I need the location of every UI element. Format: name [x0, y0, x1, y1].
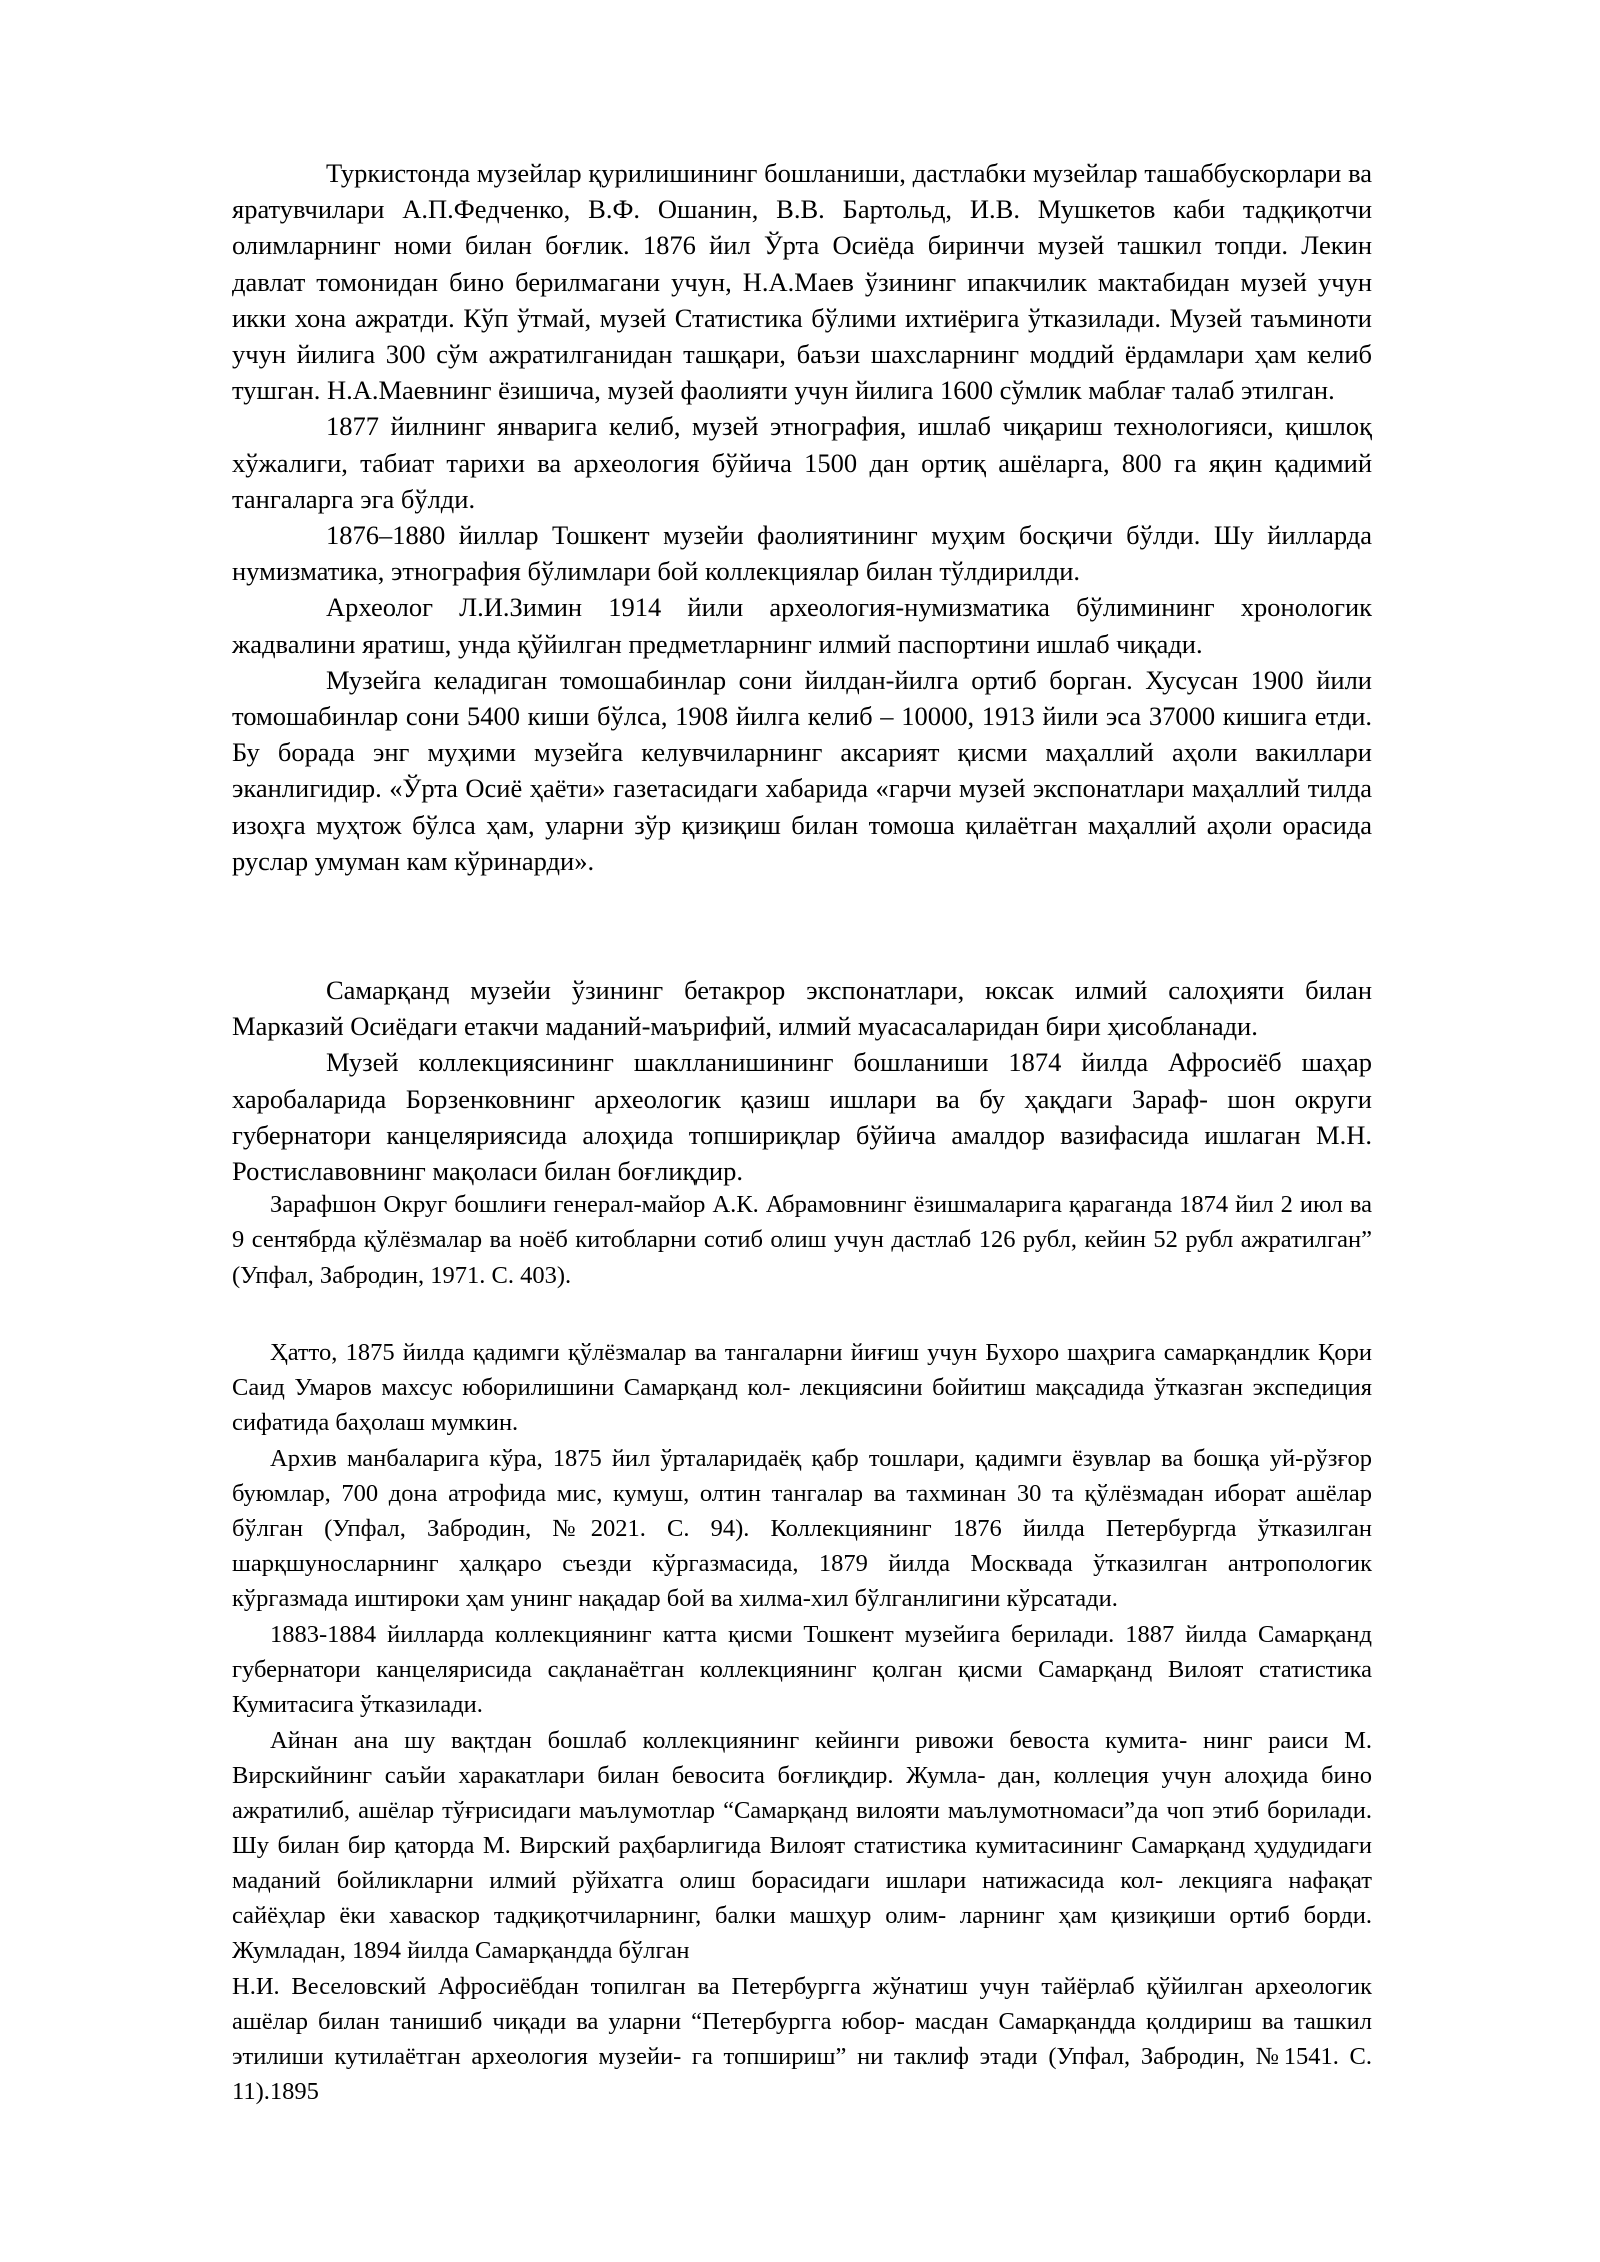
paragraph: Архив манбаларига кўра, 1875 йил ўрталаридаёқ қабр тошлари, қадимги ёзувлар ва бошқа уй-рўзғор буюмлар, 700 дона атрофида мис, кумуш, олтин тангалар ва тахминан 30 та қўлёзмадан иборат ашёлар бўлган (Упфал, Забродин, №2021. С. 94). Коллекциянинг 1876 йилда Петербургда ўтказилган шарқшуносларнинг ҳалқаро съезди кўргазмасида, 1879 йилда Москвада ўтказилган антропологик кўргазмада иштироки ҳам унинг нақадар бой ва хилма-хил бўлганлигини кўрсатади.	[232, 1445, 1372, 1612]
samarkand-museum-section	[232, 972, 1372, 1189]
paragraph: Музейга келадиган томошабинлар сони йилдан-йилга ортиб борган. Хусусан 1900 йили томошабинлар сони 5400 киши бўлса, 1908 йилга келиб – 10000, 1913 йили эса 37000 кишига етди. Бу борада энг муҳими музейга келувчиларнинг аксарият қисми маҳаллий аҳоли вакиллари эканлигидир. «Ўрта Осиё ҳаёти» газетасидаги хабарида «гарчи музей экспонатлари маҳаллий тилда изоҳга муҳтож бўлса ҳам, уларни зўр қизиқиш билан томоша қилаётган маҳаллий аҳоли орасида руслар умуман кам кўринарди».	[232, 664, 1372, 876]
tashkent-museum-section	[232, 155, 1372, 879]
paragraph: Музей коллекциясининг шаклланишининг бошланиши 1874 йилда Афросиёб шаҳар харобаларида Борзенковнинг археологик қазиш ишлари ва бу ҳақдаги Зараф- шон округи губернатори канцеляриясида алоҳида топшириқлар бўйича амалдор вазифасида ишлаган М.Н. Ростиславовнинг мақоласи билан боғлиқдир.	[232, 1047, 1372, 1187]
paragraph: Айнан ана шу вақтдан бошлаб коллекциянинг кейинги ривожи бевоста кумита- нинг раиси М. Вирскийнинг саъйи харакатлари билан бевосита боғлиқдир. Жумла- дан, коллеция учун алоҳида бино ажратилиб, ашёлар тўғрисидаги маълумотлар “Самарқанд вилояти маълумотномаси”да чоп этиб борилади. Шу билан бир қаторда М. Вирский раҳбарлигида Вилоят статистика кумитасининг Самарқанд ҳудудидаги маданий бойликларни илмий рўйхатга олиш борасидаги ишлари натижасида кол- лекцияга нафақат сайёҳлар ёки хаваскор тадқиқотчиларнинг, балки машҳур олим- ларнинг ҳам қизиқиши ортиб борди. Жумладан, 1894 йилда Самарқандда бўлган	[232, 1727, 1372, 1964]
paragraph: Зарафшон Округ бошлиғи генерал-майор А.К. Абрамовнинг ёзишмаларига қараганда 1874 йил 2 июл ва 9 сентябрда қўлёзмалар ва ноёб китобларни сотиб олиш учун дастлаб 126 рубл, кейин 52 рубл ажратилган” (Упфал, Забродин, 1971. С. 403).	[232, 1191, 1372, 1289]
paragraph: Н.И. Веселовский Афросиёбдан топилган ва Петербургга жўнатиш учун тайёрлаб қўйилган археологик ашёлар билан танишиб чиқади ва уларни “Петербургга юбор- масдан Самарқандда қолдириш ва ташкил этилиши кутилаётган археология музейи- га топшириш” ни таклиф этади (Упфал, Забродин, №1541. С. 11).1895	[232, 1973, 1372, 2105]
paragraph: Самарқанд музейи ўзининг бетакрор экспонатлари, юксак илмий салоҳияти билан Марказий Осиёдаги етакчи маданий-маърифий, илмий муасасаларидан бири ҳисобланади.	[232, 975, 1372, 1042]
collection-history-section	[232, 1335, 1372, 2110]
paragraph: Ҳатто, 1875 йилда қадимги қўлёзмалар ва тангаларни йиғиш учун Бухоро шаҳрига самарқандлик Қори Саид Умаров махсус юборилишини Самарқанд кол- лекциясини бойитиш мақсадида ўтказган экспедиция сифатида баҳолаш мумкин.	[232, 1339, 1372, 1436]
quote-section	[232, 1187, 1372, 1293]
paragraph: 1876–1880 йиллар Тошкент музейи фаолиятининг муҳим босқичи бўлди. Шу йилларда нумизматика, этнография бўлимлари бой коллекциялар билан тўлдирилди.	[232, 520, 1372, 587]
paragraph: Археолог Л.И.Зимин 1914 йили археология-нумизматика бўлимининг хронологик жадвалини яратиш, унда қўйилган предметларнинг илмий паспортини ишлаб чиқади.	[232, 592, 1372, 659]
paragraph: 1883-1884 йилларда коллекциянинг катта қисми Тошкент музейига берилади. 1887 йилда Самарқанд губернатори канцелярисида сақланаётган коллекциянинг қолган қисми Самарқанд Вилоят статистика Кумитасига ўтказилади.	[232, 1621, 1372, 1718]
paragraph: 1877 йилнинг январига келиб, музей этнография, ишлаб чиқариш технологияси, қишлоқ хўжалиги, табиат тарихи ва археология бўйича 1500 дан ортиқ ашёларга, 800 га яқин қадимий тангаларга эга бўлди.	[232, 411, 1372, 514]
paragraph: Туркистонда музейлар қурилишининг бошланиши, дастлабки музейлар ташаббускорлари ва яратувчилари А.П.Федченко, В.Ф. Ошанин, В.В. Бартольд, И.В. Мушкетов каби тадқиқотчи олимларнинг номи билан боғлик. 1876 йил Ўрта Осиёда биринчи музей ташкил топди. Лекин давлат томонидан бино берилмагани учун, Н.А.Маев ўзининг ипакчилик мактабидан музей учун икки хона ажратди. Кўп ўтмай, музей Статистика бўлими ихтиёрига ўтказилади. Музей таъминоти учун йилига 300 сўм ажратилганидан ташқари, баъзи шахсларнинг моддий ёрдамлари ҳам келиб тушган. Н.А.Маевнинг ёзишича, музей фаолияти учун йилига 1600 сўмлик маблағ талаб этилган.	[232, 158, 1372, 406]
